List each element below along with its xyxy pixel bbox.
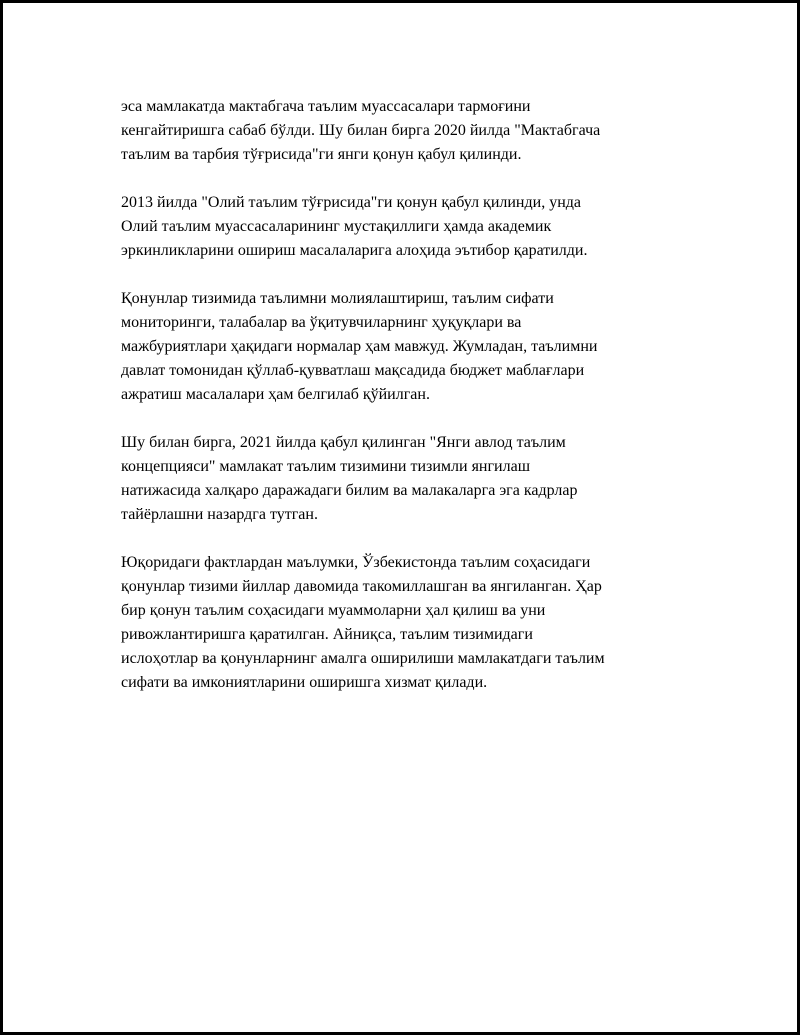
text-line: мониторинги, талабалар ва ўқитувчиларнинг ҳуқуқлари ва <box>121 314 522 331</box>
paragraph-higher-education <box>121 191 681 263</box>
text-line: сифати ва имкониятларини оширишга хизмат қилади. <box>121 674 488 691</box>
text-line: таълим ва тарбия тўғрисида"ги янги қонун қабул қилинди. <box>121 146 522 163</box>
text-line: ажратиш масалалари ҳам белгилаб қўйилган. <box>121 386 430 403</box>
text-line: эса мамлакатда мактабгача таълим муассасалари тармоғини <box>121 98 531 115</box>
text-line: Қонунлар тизимида таълимни молиялаштириш, таълим сифати <box>121 290 554 307</box>
text-line: ислоҳотлар ва қонунларнинг амалга оширилиши мамлакатдаги таълим <box>121 650 605 667</box>
paragraph-new-generation-concept <box>121 431 681 527</box>
text-line: давлат томонидан қўллаб-қувватлаш мақсадида бюджет маблағлари <box>121 362 585 379</box>
text-line: кенгайтиришга сабаб бўлди. Шу билан бирга 2020 йилда "Мактабгача <box>121 122 601 139</box>
text-line: 2013 йилда "Олий таълим тўғрисида"ги қонун қабул қилинди, унда <box>121 194 581 211</box>
text-line: мажбуриятлари ҳақидаги нормалар ҳам мавжуд. Жумладан, таълимни <box>121 338 598 355</box>
paragraph-legal-system <box>121 287 681 407</box>
text-line: Юқоридаги фактлардан маълумки, Ўзбекистонда таълим соҳасидаги <box>121 554 591 571</box>
text-line: бир қонун таълим соҳасидаги муаммоларни ҳал қилиш ва уни <box>121 602 546 619</box>
paragraph-conclusion <box>121 551 681 695</box>
text-line: тайёрлашни назардга тутган. <box>121 506 318 523</box>
text-line: Олий таълим муассасаларининг мустақиллиги ҳамда академик <box>121 218 552 235</box>
text-line: концепцияси" мамлакат таълим тизимини тизимли янгилаш <box>121 458 531 475</box>
paragraph-preschool <box>121 95 681 167</box>
text-line: натижасида халқаро даражадаги билим ва малакаларга эга кадрлар <box>121 482 578 499</box>
text-line: Шу билан бирга, 2021 йилда қабул қилинган "Янги авлод таълим <box>121 434 566 451</box>
document-body <box>121 95 681 719</box>
text-line: ривожлантиришга қаратилган. Айниқса, таълим тизимидаги <box>121 626 533 643</box>
text-line: қонунлар тизими йиллар давомида такомиллашган ва янгиланган. Ҳар <box>121 578 602 595</box>
text-line: эркинликларини ошириш масалаларига алоҳида эътибор қаратилди. <box>121 242 588 259</box>
